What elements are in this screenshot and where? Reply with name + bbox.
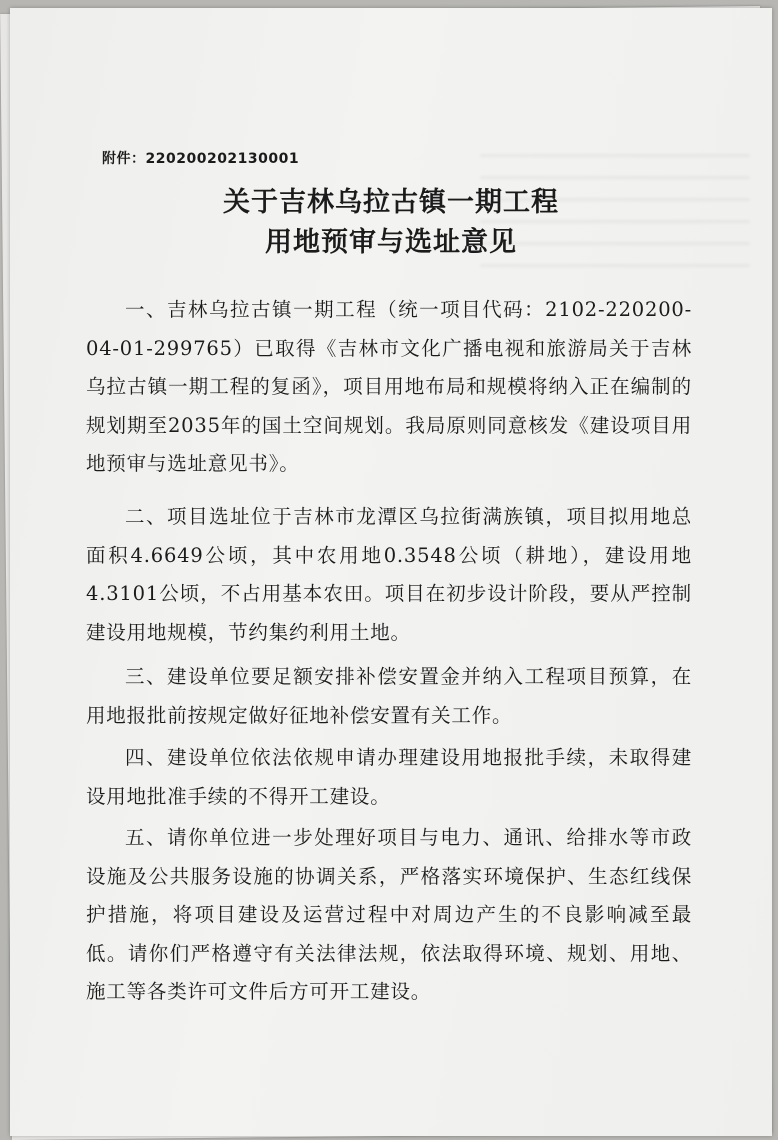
document-page: [10, 8, 772, 1136]
attachment-number: 附件：220200202130001: [102, 151, 300, 167]
paragraph-5: 五、请你单位进一步处理好项目与电力、通讯、给排水等市政设施及公共服务设施的协调关系，严格落实环境保护、生态红线保护措施，将项目建设及运营过程中对周边产生的不良影响减至最低。请你们严格遵守有关法律法规，依法取得环境、规划、用地、施工等各类许可文件后方可开工建设。: [86, 826, 692, 1003]
paragraph-1: 一、吉林乌拉古镇一期工程（统一项目代码：2102-220200-04-01-299765）已取得《吉林市文化广播电视和旅游局关于吉林乌拉古镇一期工程的复函》，项目用地布局和规模将纳入正在编制的规划期至2035年的国土空间规划。我局原则同意核发《建设项目用地预审与选址意见书》。: [86, 298, 692, 475]
document-title-line-2: 用地预审与选址意见: [265, 227, 517, 258]
paragraph-4: 四、建设单位依法依规申请办理建设用地报批手续，未取得建设用地批准手续的不得开工建设。: [86, 746, 692, 808]
document-title-line-1: 关于吉林乌拉古镇一期工程: [223, 187, 559, 218]
paragraph-3: 三、建设单位要足额安排补偿安置金并纳入工程项目预算，在用地报批前按规定做好征地补偿安置有关工作。: [86, 665, 692, 727]
paragraph-2: 二、项目选址位于吉林市龙潭区乌拉街满族镇，项目拟用地总面积4.6649公顷，其中农用地0.3548公顷（耕地），建设用地4.3101公顷，不占用基本农田。项目在初步设计阶段，要从严控制建设用地规模，节约集约利用土地。: [86, 505, 692, 644]
